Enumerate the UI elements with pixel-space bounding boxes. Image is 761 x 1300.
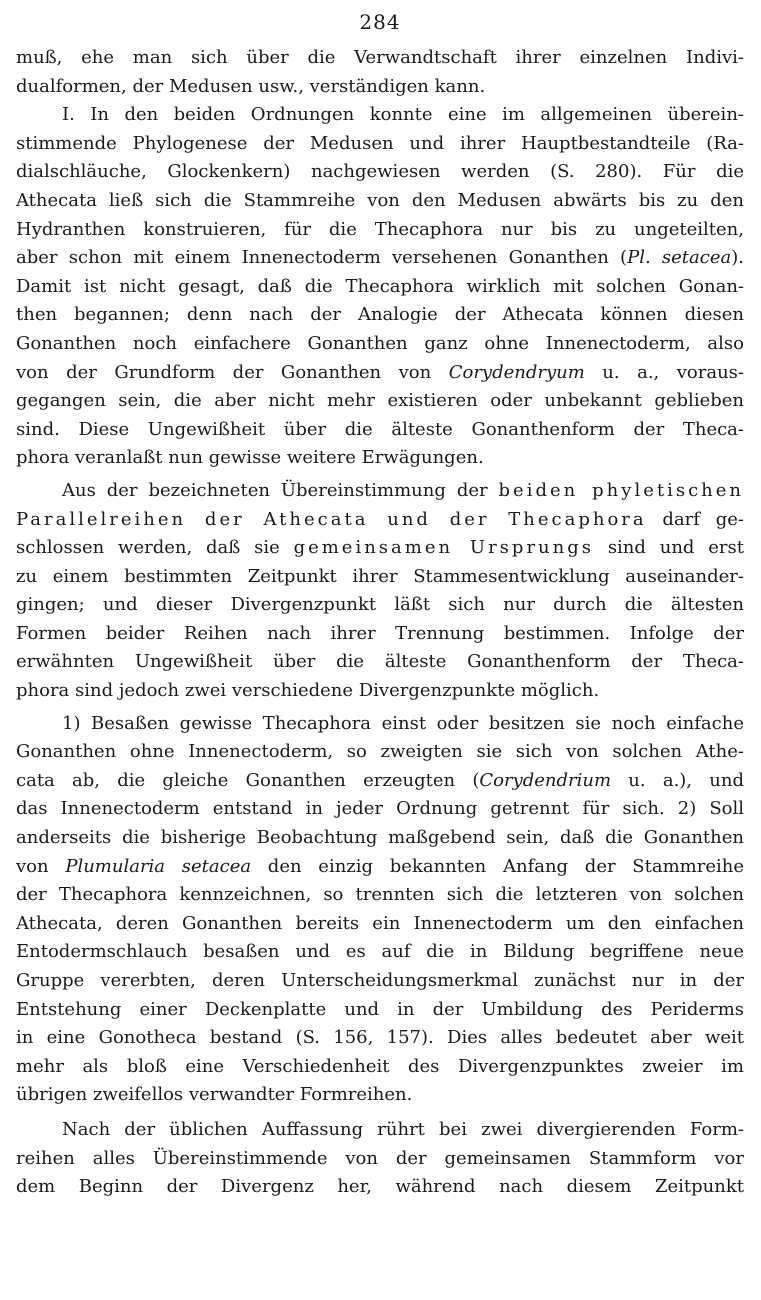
- text-line: mehr als bloß eine Verschiedenheit des Divergenzpunktes zweier im: [16, 1055, 744, 1077]
- text-line: Athecata ließ sich die Stammreihe von den Medusen abwärts bis zu den: [16, 189, 744, 211]
- text-line: Aus der bezeichneten Übereinstimmung der beiden phyletischen: [62, 479, 744, 501]
- text-line: anderseits die bisherige Beobachtung maßgebend sein, daß die Gonanthen: [16, 827, 744, 849]
- text-line: dem Beginn der Divergenz her, während nach diesem Zeitpunkt: [16, 1176, 744, 1198]
- text-line: Hydranthen konstruieren, für die Thecaphora nur bis zu ungeteilten,: [16, 218, 744, 240]
- text-line: I. In den beiden Ordnungen konnte eine im allgemeinen überein-: [62, 104, 744, 126]
- text-line: 1) Besaßen gewisse Thecaphora einst oder besitzen sie noch einfache: [62, 712, 744, 734]
- text-line: Entodermschlauch besaßen und es auf die in Bildung begriffene neue: [16, 941, 744, 963]
- text-line: das Innenectoderm entstand in jeder Ordnung getrennt für sich. 2) Soll: [16, 798, 744, 820]
- text-line: Gonanthen noch einfachere Gonanthen ganz ohne Innenectoderm, also: [16, 332, 744, 354]
- text-line: zu einem bestimmten Zeitpunkt ihrer Stammesentwicklung auseinander-: [16, 565, 744, 587]
- text-line: Gruppe vererbten, deren Unterscheidungsmerkmal zunächst nur in der: [16, 970, 744, 991]
- text-line: Entstehung einer Deckenplatte und in der Umbildung des Periderms: [16, 998, 744, 1020]
- body-text: [16, 44, 744, 1202]
- text-line: Athecata, deren Gonanthen bereits ein Innenectoderm um den einfachen: [16, 912, 744, 934]
- text-line: muß, ehe man sich über die Verwandtschaft ihrer einzelnen Indivi-: [16, 47, 744, 68]
- paragraph: [16, 44, 744, 101]
- text-line: gegangen sein, die aber nicht mehr existieren oder unbekannt geblieben: [16, 390, 744, 412]
- text-line: in eine Gonotheca bestand (S. 156, 157). Dies alles bedeutet aber weit: [16, 1027, 744, 1049]
- paragraph: [16, 710, 744, 1110]
- text-line: schlossen werden, daß sie gemeinsamen Ursprungs sind und erst: [16, 537, 744, 559]
- text-line: sind. Diese Ungewißheit über die älteste Gonanthenform der Theca-: [16, 418, 744, 440]
- text-line: von Plumularia setacea den einzig bekannten Anfang der Stammreihe: [16, 855, 744, 877]
- text-line: Gonanthen ohne Innenectoderm, so zweigten sie sich von solchen Athe-: [16, 741, 744, 763]
- paragraph: [16, 477, 744, 706]
- text-line: cata ab, die gleiche Gonanthen erzeugten (Corydendrium u. a.), und: [16, 769, 744, 791]
- text-line: erwähnten Ungewißheit über die älteste Gonanthenform der Theca-: [16, 651, 744, 673]
- text-line: Parallelreihen der Athecata und der Thecaphora darf ge-: [16, 508, 744, 530]
- text-line: Formen beider Reihen nach ihrer Trennung bestimmen. Infolge der: [16, 622, 744, 644]
- paragraph: [16, 1116, 744, 1202]
- text-line: dialschläuche, Glockenkern) nachgewiesen werden (S. 280). Für die: [16, 161, 744, 183]
- text-line: aber schon mit einem Innenectoderm versehenen Gonanthen (Pl. setacea).: [16, 247, 744, 269]
- page-number: 284: [359, 10, 401, 34]
- text-line: Nach der üblichen Auffassung rührt bei zwei divergierenden Form-: [62, 1118, 744, 1140]
- text-line: phora veranlaßt nun gewisse weitere Erwägungen.: [16, 447, 484, 469]
- text-line: der Thecaphora kennzeichnen, so trennten sich die letzteren von solchen: [16, 884, 744, 906]
- text-line: stimmende Phylogenese der Medusen und ihrer Hauptbestandteile (Ra-: [16, 132, 744, 154]
- text-line: Damit ist nicht gesagt, daß die Thecaphora wirklich mit solchen Gonan-: [16, 275, 744, 297]
- text-line: von der Grundform der Gonanthen von Corydendryum u. a., voraus-: [16, 361, 744, 383]
- paragraph: [16, 101, 744, 473]
- document-page: [16, 0, 744, 1202]
- text-line: reihen alles Übereinstimmende von der gemeinsamen Stammform vor: [16, 1147, 744, 1169]
- text-line: übrigen zweifellos verwandter Formreihen.: [16, 1084, 413, 1106]
- text-line: phora sind jedoch zwei verschiedene Divergenzpunkte möglich.: [16, 680, 600, 702]
- text-line: gingen; und dieser Divergenzpunkt läßt sich nur durch die ältesten: [16, 594, 744, 616]
- text-line: dualformen, der Medusen usw., verständigen kann.: [16, 75, 486, 97]
- text-line: then begannen; denn nach der Analogie der Athecata können diesen: [16, 304, 744, 326]
